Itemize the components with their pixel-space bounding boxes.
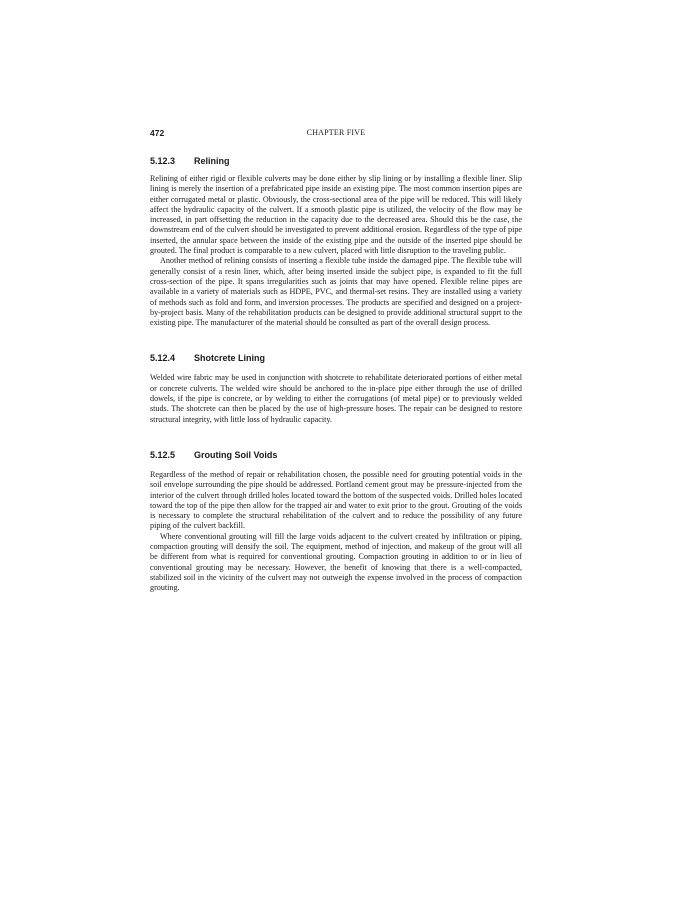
section-heading-relining <box>150 156 522 166</box>
running-head <box>150 128 522 142</box>
section-heading-grouting-soil-voids <box>150 450 522 460</box>
section-number: 5.12.3 <box>150 156 176 166</box>
paragraph: Another method of relining consists of inserting a flexible tube inside the damaged pipe. The flexible tube will generally consist of a resin liner, which, after being inserted inside the subject pipe, is expanded to fit the full cross-section of the pipe. It spans irregularities such as joints that may have opened. Flexible reline pipes are available in a variety of materials such as HDPE, PVC, and thermal-set resins. They are installed using a variety of methods such as fold and form, and inversion processes. The products are specified and designed on a project-by-project basis. Many of the rehabilitation products can be designed to provide additional structural supprt to the existing pipe. The manufacturer of the material should be consulted as part of the overall design process. <box>150 256 522 328</box>
paragraph: Relining of either rigid or flexible culverts may be done either by slip lining or by installing a flexible liner. Slip lining is merely the insertion of a prefabricated pipe inside an existing pipe. The most common insertion pipes are either corrugated metal or plastic. Obviously, the cross-sectional area of the pipe will be reduced. This will likely affect the hydraulic capacity of the culvert. If a smooth plastic pipe is utilized, the velocity of the flow may be increased, in part offsetting the reduction in the capacity due to the decreased area. Should this be the case, the downstream end of the culvert should be investigated to prevent additional erosion. Regardless of the type of pipe inserted, the annular space between the inside of the existing pipe and the outside of the inserted pipe should be grouted. The final product is comparable to a new culvert, placed with little disruption to the traveling public. <box>150 174 522 256</box>
chapter-title: CHAPTER FIVE <box>306 128 366 137</box>
section-number: 5.12.5 <box>150 449 176 460</box>
paragraph: Welded wire fabric may be used in conjunction with shotcrete to rehabilitate deteriorated portions of either metal or concrete culverts. The welded wire should be anchored to the in-place pipe either through the use of drilled dowels, if the pipe is concrete, or by welding to either the corrugations (of metal pipe) or to previously welded studs. The shotcrete can then be placed by the use of high-pressure hoses. The repair can be designed to restore structural integrity, with little loss of hydraulic capacity. <box>150 373 522 424</box>
section-title: Shotcrete Lining <box>194 353 266 364</box>
section-title: Relining <box>194 156 230 166</box>
document-page <box>150 128 522 594</box>
section-number: 5.12.4 <box>150 353 176 364</box>
page-number: 472 <box>150 128 165 138</box>
paragraph: Regardless of the method of repair or rehabilitation chosen, the possible need for grouting potential voids in the soil envelope surrounding the pipe should be addressed. Portland cement grout may be pressure-injected from the interior of the culvert through drilled holes located toward the bottom of the suspected voids. Drilled holes located toward the top of the pipe then allow for the trapped air and water to exit prior to the grout. Grouting of the voids is necessary to complete the structural rehabilitation of the culvert and to reduce the possibility of any future piping of the culvert backfill. <box>150 469 522 531</box>
paragraph: Where conventional grouting will fill the large voids adjacent to the culvert created by infiltration or piping, compaction grouting will densify the soil. The equipment, method of injection, and makeup of the grout will all be different from what is required for conventional grouting. Compaction grouting in addition to or in lieu of conventional grouting may be necessary. However, the benefit of knowing that there is a well-compacted, stabilized soil in the vicinity of the culvert may not outweigh the expense involved in the process of compaction grouting. <box>150 531 522 593</box>
section-title: Grouting Soil Voids <box>194 449 278 460</box>
section-heading-shotcrete-lining <box>150 353 522 363</box>
